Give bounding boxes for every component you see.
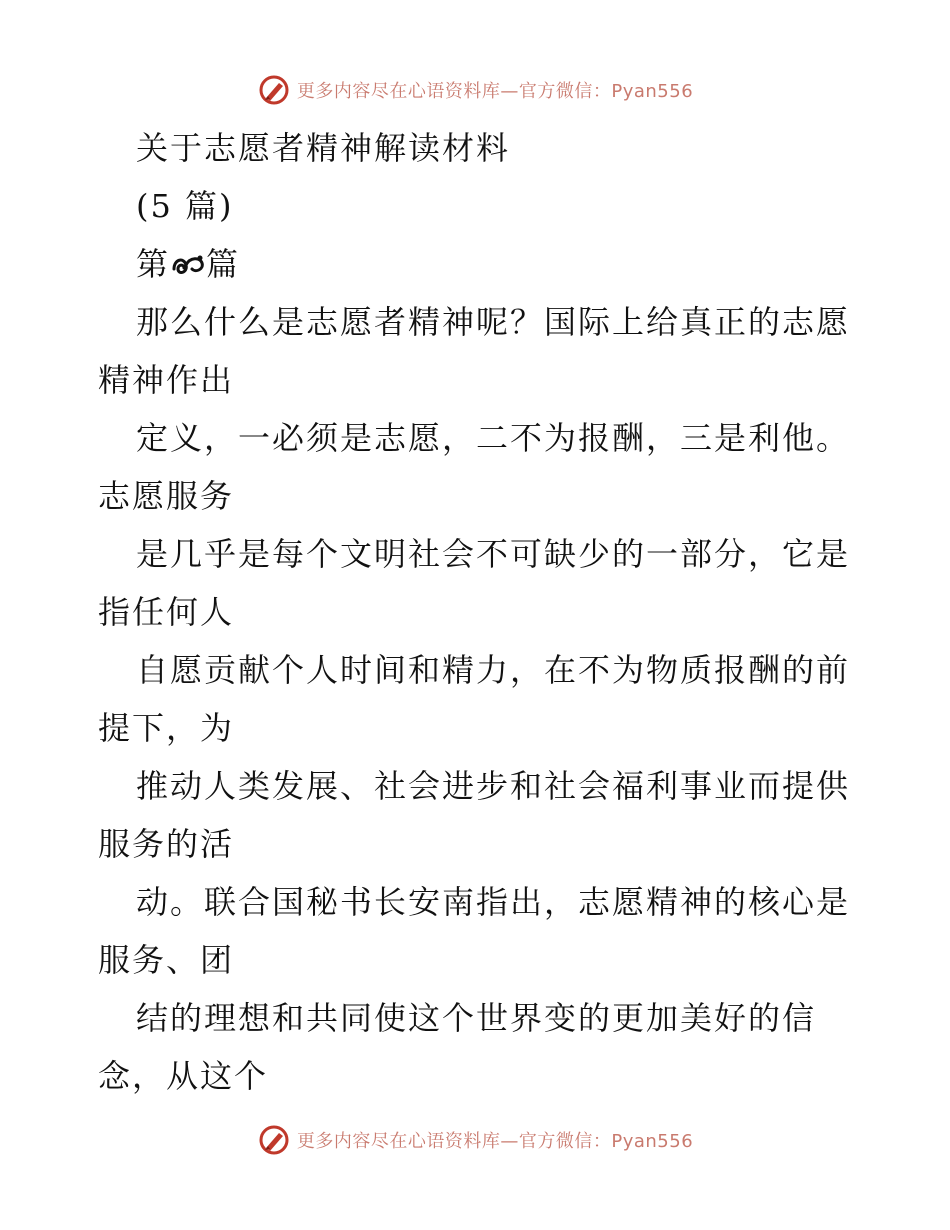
body-line: 结的理想和共同使这个世界变的更加美好的信: [136, 999, 817, 1037]
body-line: 那么什么是志愿者精神呢？国际上给真正的志愿: [136, 303, 851, 341]
body-line: 动。联合国秘书长安南指出，志愿精神的核心是: [136, 883, 851, 921]
watermark-text: 更多内容尽在心语资料库—官方微信：Pyan556: [296, 81, 694, 102]
pen-logo-icon: [257, 1123, 291, 1157]
header-watermark: [0, 70, 950, 110]
body-line: 服务、团: [98, 941, 235, 979]
body-line: 提下，为: [98, 709, 235, 747]
document-title: 关于志愿者精神解读材料: [136, 129, 511, 167]
section-heading: [136, 244, 240, 284]
section-prefix: 第: [136, 245, 171, 283]
body-line: 自愿贡献个人时间和精力，在不为物质报酬的前: [136, 651, 851, 689]
body-line: 志愿服务: [98, 477, 235, 515]
body-line: 精神作出: [98, 361, 235, 399]
footer-watermark: [0, 1120, 950, 1160]
section-suffix: 篇: [206, 245, 241, 283]
article-count: (5 篇): [136, 187, 234, 225]
pen-logo-icon: [257, 73, 291, 107]
body-line: 指任何人: [98, 593, 235, 631]
body-line: 服务的活: [98, 825, 235, 863]
watermark-text: 更多内容尽在心语资料库—官方微信：Pyan556: [296, 1131, 694, 1152]
body-line: 是几乎是每个文明社会不可缺少的一部分，它是: [136, 535, 851, 573]
swirl-ornament-icon: [170, 249, 206, 279]
body-line: 念，从这个: [98, 1057, 269, 1095]
body-line: 定义，一必须是志愿，二不为报酬，三是利他。: [136, 419, 851, 457]
body-line: 推动人类发展、社会进步和社会福利事业而提供: [136, 767, 851, 805]
